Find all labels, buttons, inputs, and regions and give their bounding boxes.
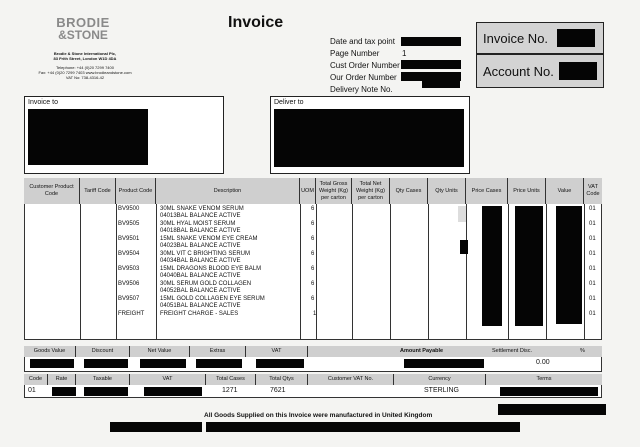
col-gross-weight: Total Gross Weight (Kg) per carton (316, 178, 352, 204)
col-price-units: Price Units (508, 178, 546, 204)
footer-code-value: 01 (28, 387, 36, 394)
page-number-label: Page Number 1 (330, 49, 407, 58)
page-title: Invoice (228, 14, 284, 31)
col-qty-units: Qty Units (428, 178, 466, 204)
footer-currency-label: Currency (394, 374, 486, 385)
col-product-code: Product Code (116, 178, 156, 204)
footer-total-qtys-label: Total Qtys (256, 374, 308, 385)
col-description: Description (156, 178, 300, 204)
redacted-date (401, 37, 461, 46)
footer-total-qtys-value: 7621 (270, 387, 286, 394)
account-no-box: Account No. (476, 54, 604, 88)
discount-label: Discount (76, 346, 130, 357)
footer-rate-label: Rate (48, 374, 76, 385)
our-order-label: Our Order Number (330, 73, 397, 82)
delivery-note-label: Delivery Note No. (330, 85, 393, 94)
date-label: Date and tax point (330, 37, 395, 46)
col-customer-product-code: Customer Product Code (24, 178, 80, 204)
invoice-meta (330, 36, 407, 96)
deliver-to-box: Deliver to (270, 96, 470, 174)
col-price-cases: Price Cases (466, 178, 508, 204)
col-qty-cases: Qty Cases (390, 178, 428, 204)
redacted-delivery-note (422, 79, 460, 88)
footer-total-cases-label: Total Cases (206, 374, 256, 385)
footer-vat-label: VAT (130, 374, 206, 385)
footer-total-cases-value: 1271 (222, 387, 238, 394)
footer-currency-value: STERLING (424, 387, 460, 394)
invoice-to-box: Invoice to (24, 96, 224, 174)
goods-value-label: Goods Value (24, 346, 76, 357)
footer-customer-vat-label: Customer VAT No. (308, 374, 394, 385)
company-address: Brodie & Stone International Plc, 83 Frith Street, London W1D 4DA Telephone: +44 (0)20 7299 7400 Fax: +44 (0)20 7299 7403 www.brodieandstone.com VAT No: 738-4316-42 (38, 51, 132, 80)
redacted-cust-order (401, 60, 461, 69)
col-vat-code: VAT Code (584, 178, 602, 204)
footer-code-label: Code (24, 374, 48, 385)
col-value: Value (546, 178, 584, 204)
amount-row: Amount Payable Settlement Disc. % (308, 346, 602, 357)
footer-terms-label: Terms (486, 374, 602, 385)
col-tariff-code: Tariff Code (80, 178, 116, 204)
vat-label: VAT (246, 346, 308, 357)
footer-taxable-label: Taxable (76, 374, 130, 385)
extras-label: Extras (190, 346, 246, 357)
col-uom: UOM (300, 178, 316, 204)
company-logo: BRODIE &STONE (56, 15, 110, 42)
col-net-weight: Total Net Weight (Kg) per carton (352, 178, 390, 204)
invoice-no-box: Invoice No. (476, 22, 604, 54)
settlement-value: 0.00 (536, 359, 550, 366)
cust-order-label: Cust Order Number (330, 61, 400, 70)
net-value-label: Net Value (130, 346, 190, 357)
manufacture-note: All Goods Supplied on this Invoice were manufactured in United Kingdom (204, 412, 433, 419)
